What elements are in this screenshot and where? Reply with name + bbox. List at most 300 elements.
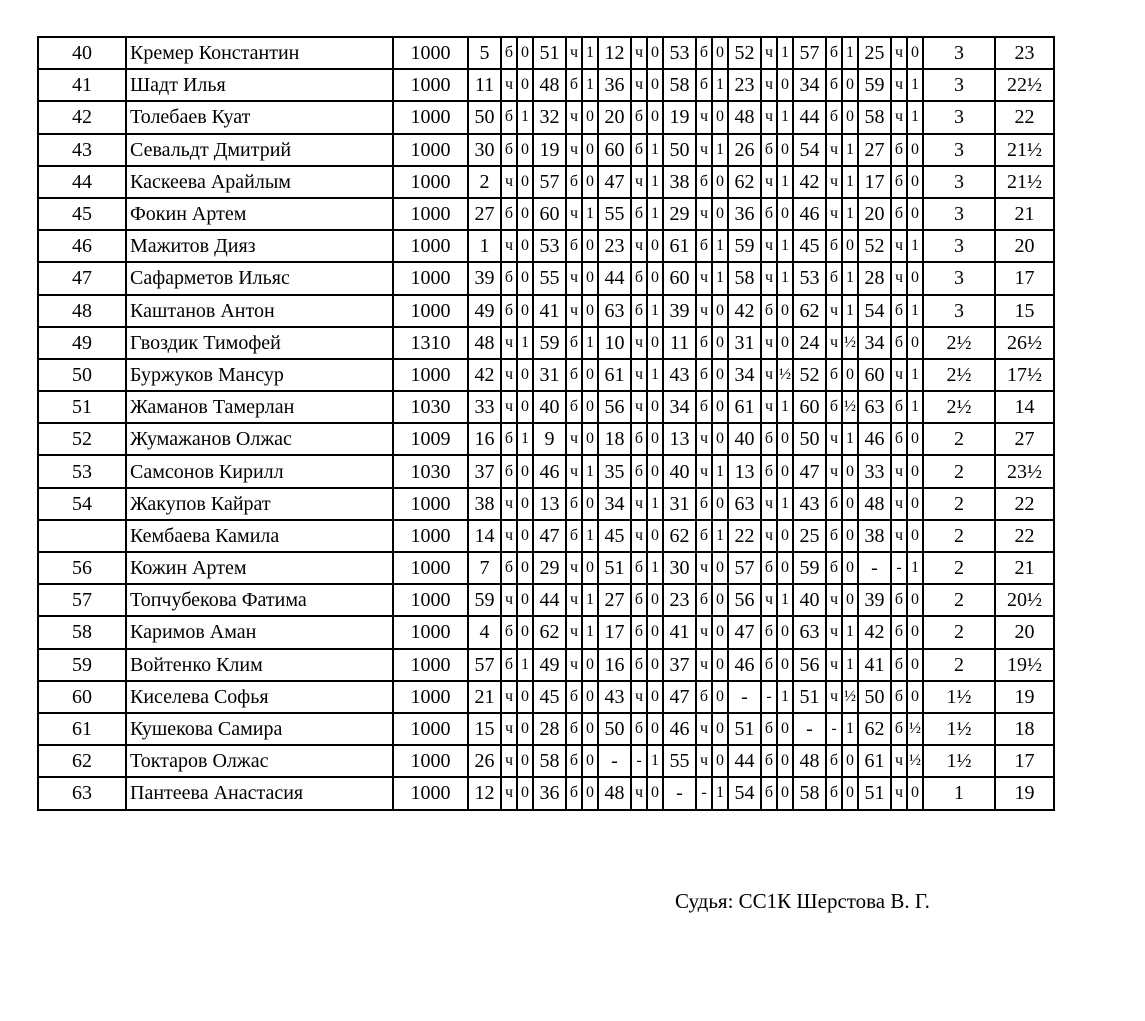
round-color-cell: б xyxy=(696,681,712,713)
rating-cell: 1000 xyxy=(393,649,468,681)
round-opponent-cell: 47 xyxy=(663,681,696,713)
round-color-cell: б xyxy=(826,520,842,552)
round-color-cell: б xyxy=(566,520,582,552)
round-result-cell: 0 xyxy=(517,584,533,616)
round-result-cell: 1 xyxy=(582,37,598,69)
round-result-cell: 0 xyxy=(712,327,728,359)
round-opponent-cell: 48 xyxy=(468,327,501,359)
points-cell: 1½ xyxy=(923,681,995,713)
tiebreak-cell: 20 xyxy=(995,230,1054,262)
tiebreak-cell: 21½ xyxy=(995,134,1054,166)
player-name-cell: Самсонов Кирилл xyxy=(126,455,393,487)
round-opponent-cell: 42 xyxy=(728,295,761,327)
round-result-cell: 1 xyxy=(777,166,793,198)
round-result-cell: 0 xyxy=(582,488,598,520)
round-result-cell: 0 xyxy=(712,649,728,681)
round-opponent-cell: 59 xyxy=(858,69,891,101)
round-opponent-cell: 40 xyxy=(663,455,696,487)
round-color-cell: б xyxy=(566,745,582,777)
round-color-cell: б xyxy=(631,423,647,455)
place-cell: 50 xyxy=(38,359,126,391)
round-color-cell: ч xyxy=(826,616,842,648)
round-color-cell: ч xyxy=(826,455,842,487)
round-result-cell: 0 xyxy=(907,488,923,520)
round-color-cell: ч xyxy=(761,359,777,391)
round-opponent-cell: 16 xyxy=(598,649,631,681)
round-color-cell: ч xyxy=(761,327,777,359)
round-color-cell: ч xyxy=(761,520,777,552)
round-result-cell: ½ xyxy=(907,745,923,777)
round-opponent-cell: 60 xyxy=(533,198,566,230)
round-result-cell: 1 xyxy=(777,681,793,713)
round-result-cell: 0 xyxy=(582,745,598,777)
round-result-cell: 0 xyxy=(777,649,793,681)
round-result-cell: 0 xyxy=(712,423,728,455)
points-cell: 3 xyxy=(923,69,995,101)
round-result-cell: 0 xyxy=(647,391,663,423)
round-result-cell: ½ xyxy=(907,713,923,745)
round-color-cell: ч xyxy=(696,134,712,166)
round-result-cell: 0 xyxy=(777,455,793,487)
round-opponent-cell: 4 xyxy=(468,616,501,648)
round-result-cell: 0 xyxy=(582,681,598,713)
table-row xyxy=(38,423,1054,455)
player-name-cell: Севальдт Дмитрий xyxy=(126,134,393,166)
round-color-cell: б xyxy=(501,134,517,166)
round-opponent-cell: 49 xyxy=(533,649,566,681)
round-color-cell: ч xyxy=(501,681,517,713)
round-result-cell: 0 xyxy=(517,777,533,809)
round-result-cell: 1 xyxy=(842,262,858,294)
round-result-cell: 1 xyxy=(777,230,793,262)
round-color-cell: ч xyxy=(631,166,647,198)
round-result-cell: 0 xyxy=(712,37,728,69)
round-result-cell: 1 xyxy=(777,37,793,69)
round-result-cell: 0 xyxy=(582,359,598,391)
round-opponent-cell: 36 xyxy=(598,69,631,101)
player-name-cell: Сафарметов Ильяс xyxy=(126,262,393,294)
round-color-cell: б xyxy=(631,584,647,616)
table-row xyxy=(38,134,1054,166)
place-cell: 57 xyxy=(38,584,126,616)
points-cell: 3 xyxy=(923,166,995,198)
round-color-cell: ч xyxy=(826,198,842,230)
round-opponent-cell: 52 xyxy=(728,37,761,69)
round-result-cell: 0 xyxy=(647,681,663,713)
round-result-cell: 0 xyxy=(582,101,598,133)
round-opponent-cell: 46 xyxy=(793,198,826,230)
round-result-cell: 1 xyxy=(842,649,858,681)
round-result-cell: 1 xyxy=(647,295,663,327)
round-color-cell: б xyxy=(631,713,647,745)
round-opponent-cell: 51 xyxy=(858,777,891,809)
round-opponent-cell: 14 xyxy=(468,520,501,552)
round-color-cell: ч xyxy=(891,455,907,487)
round-opponent-cell: 61 xyxy=(858,745,891,777)
round-result-cell: ½ xyxy=(842,681,858,713)
round-color-cell: ч xyxy=(631,359,647,391)
round-color-cell: ч xyxy=(631,37,647,69)
round-color-cell: б xyxy=(761,455,777,487)
round-opponent-cell: 38 xyxy=(858,520,891,552)
round-color-cell: б xyxy=(826,552,842,584)
round-result-cell: 0 xyxy=(907,423,923,455)
round-result-cell: 0 xyxy=(842,230,858,262)
points-cell: 2 xyxy=(923,584,995,616)
round-result-cell: 0 xyxy=(517,198,533,230)
round-color-cell: б xyxy=(631,101,647,133)
table-row xyxy=(38,69,1054,101)
round-result-cell: 0 xyxy=(907,455,923,487)
round-color-cell: ч xyxy=(696,552,712,584)
round-opponent-cell: - xyxy=(793,713,826,745)
round-result-cell: 0 xyxy=(712,745,728,777)
round-result-cell: 0 xyxy=(647,584,663,616)
round-color-cell: б xyxy=(761,423,777,455)
round-result-cell: 1 xyxy=(712,520,728,552)
player-name-cell: Буржуков Мансур xyxy=(126,359,393,391)
round-color-cell: ч xyxy=(826,423,842,455)
round-opponent-cell: 12 xyxy=(598,37,631,69)
round-opponent-cell: 17 xyxy=(858,166,891,198)
round-opponent-cell: 41 xyxy=(858,649,891,681)
round-color-cell: б xyxy=(761,552,777,584)
round-opponent-cell: 59 xyxy=(793,552,826,584)
round-result-cell: 0 xyxy=(907,584,923,616)
round-opponent-cell: 31 xyxy=(663,488,696,520)
round-opponent-cell: 50 xyxy=(663,134,696,166)
round-opponent-cell: 50 xyxy=(793,423,826,455)
round-opponent-cell: 58 xyxy=(793,777,826,809)
round-result-cell: 1 xyxy=(582,520,598,552)
points-cell: 2½ xyxy=(923,359,995,391)
rating-cell: 1000 xyxy=(393,101,468,133)
round-result-cell: 1 xyxy=(647,552,663,584)
round-color-cell: - xyxy=(696,777,712,809)
round-opponent-cell: 44 xyxy=(598,262,631,294)
round-color-cell: ч xyxy=(566,295,582,327)
round-result-cell: 0 xyxy=(907,198,923,230)
rating-cell: 1000 xyxy=(393,552,468,584)
round-result-cell: 0 xyxy=(842,455,858,487)
round-result-cell: 0 xyxy=(842,488,858,520)
round-result-cell: 1 xyxy=(582,69,598,101)
table-row xyxy=(38,37,1054,69)
round-result-cell: 0 xyxy=(647,262,663,294)
round-opponent-cell: 43 xyxy=(598,681,631,713)
round-opponent-cell: 50 xyxy=(468,101,501,133)
round-opponent-cell: 49 xyxy=(468,295,501,327)
player-name-cell: Каскеева Арайлым xyxy=(126,166,393,198)
player-name-cell: Топчубекова Фатима xyxy=(126,584,393,616)
player-name-cell: Фокин Артем xyxy=(126,198,393,230)
round-opponent-cell: 48 xyxy=(728,101,761,133)
round-opponent-cell: 62 xyxy=(728,166,761,198)
round-result-cell: 1 xyxy=(777,262,793,294)
round-opponent-cell: 9 xyxy=(533,423,566,455)
round-result-cell: 0 xyxy=(517,37,533,69)
round-color-cell: ч xyxy=(891,745,907,777)
round-opponent-cell: 22 xyxy=(728,520,761,552)
round-opponent-cell: 63 xyxy=(793,616,826,648)
round-result-cell: 1 xyxy=(842,198,858,230)
round-color-cell: б xyxy=(696,520,712,552)
place-cell: 47 xyxy=(38,262,126,294)
rating-cell: 1000 xyxy=(393,777,468,809)
round-color-cell: б xyxy=(566,166,582,198)
round-result-cell: 1 xyxy=(777,391,793,423)
round-opponent-cell: 60 xyxy=(598,134,631,166)
round-color-cell: ч xyxy=(566,134,582,166)
place-cell: 44 xyxy=(38,166,126,198)
round-opponent-cell: 58 xyxy=(858,101,891,133)
place-cell: 61 xyxy=(38,713,126,745)
round-result-cell: 0 xyxy=(647,777,663,809)
round-color-cell: ч xyxy=(501,230,517,262)
round-color-cell: ч xyxy=(761,391,777,423)
table-row xyxy=(38,359,1054,391)
round-opponent-cell: 46 xyxy=(533,455,566,487)
rating-cell: 1000 xyxy=(393,37,468,69)
player-name-cell: Каримов Аман xyxy=(126,616,393,648)
round-result-cell: 0 xyxy=(712,713,728,745)
round-result-cell: 0 xyxy=(647,649,663,681)
table-row xyxy=(38,616,1054,648)
rating-cell: 1000 xyxy=(393,230,468,262)
player-name-cell: Жаманов Тамерлан xyxy=(126,391,393,423)
round-color-cell: б xyxy=(566,777,582,809)
tiebreak-cell: 17½ xyxy=(995,359,1054,391)
round-color-cell: б xyxy=(891,327,907,359)
round-color-cell: б xyxy=(501,295,517,327)
round-result-cell: 0 xyxy=(517,616,533,648)
points-cell: 2 xyxy=(923,649,995,681)
round-result-cell: 0 xyxy=(517,69,533,101)
round-result-cell: 0 xyxy=(582,295,598,327)
round-color-cell: ч xyxy=(826,166,842,198)
round-result-cell: 0 xyxy=(517,391,533,423)
round-color-cell: б xyxy=(631,552,647,584)
tiebreak-cell: 22 xyxy=(995,488,1054,520)
round-color-cell: ч xyxy=(761,230,777,262)
round-opponent-cell: 63 xyxy=(598,295,631,327)
round-result-cell: 1 xyxy=(907,391,923,423)
round-color-cell: ч xyxy=(761,262,777,294)
tiebreak-cell: 17 xyxy=(995,262,1054,294)
round-opponent-cell: 47 xyxy=(793,455,826,487)
round-color-cell: б xyxy=(631,455,647,487)
round-color-cell: ч xyxy=(891,230,907,262)
round-opponent-cell: 55 xyxy=(598,198,631,230)
round-result-cell: 1 xyxy=(712,230,728,262)
points-cell: 2 xyxy=(923,520,995,552)
round-opponent-cell: 54 xyxy=(728,777,761,809)
round-color-cell: б xyxy=(696,359,712,391)
round-color-cell: ч xyxy=(761,166,777,198)
player-name-cell: Мажитов Дияз xyxy=(126,230,393,262)
round-color-cell: ч xyxy=(891,262,907,294)
place-cell: 62 xyxy=(38,745,126,777)
round-color-cell: ч xyxy=(501,520,517,552)
round-opponent-cell: 40 xyxy=(533,391,566,423)
round-opponent-cell: 27 xyxy=(598,584,631,616)
round-opponent-cell: 62 xyxy=(663,520,696,552)
round-color-cell: - xyxy=(891,552,907,584)
round-color-cell: ч xyxy=(631,488,647,520)
round-opponent-cell: 27 xyxy=(858,134,891,166)
round-opponent-cell: 24 xyxy=(793,327,826,359)
round-opponent-cell: 42 xyxy=(858,616,891,648)
round-color-cell: б xyxy=(891,295,907,327)
tiebreak-cell: 21½ xyxy=(995,166,1054,198)
round-opponent-cell: 13 xyxy=(728,455,761,487)
round-color-cell: б xyxy=(696,584,712,616)
round-color-cell: ч xyxy=(696,198,712,230)
round-color-cell: ч xyxy=(761,101,777,133)
round-opponent-cell: 28 xyxy=(858,262,891,294)
place-cell: 46 xyxy=(38,230,126,262)
table-row xyxy=(38,745,1054,777)
round-opponent-cell: 5 xyxy=(468,37,501,69)
round-result-cell: 1 xyxy=(647,745,663,777)
round-opponent-cell: 13 xyxy=(533,488,566,520)
round-color-cell: ч xyxy=(891,777,907,809)
tiebreak-cell: 23½ xyxy=(995,455,1054,487)
tiebreak-cell: 14 xyxy=(995,391,1054,423)
round-color-cell: б xyxy=(826,391,842,423)
round-result-cell: 1 xyxy=(842,423,858,455)
round-result-cell: 1 xyxy=(647,198,663,230)
player-name-cell: Кожин Артем xyxy=(126,552,393,584)
round-result-cell: 0 xyxy=(517,359,533,391)
round-color-cell: б xyxy=(696,37,712,69)
results-table xyxy=(37,36,1055,811)
round-result-cell: 1 xyxy=(842,616,858,648)
round-opponent-cell: 50 xyxy=(858,681,891,713)
round-result-cell: 0 xyxy=(517,134,533,166)
round-color-cell: б xyxy=(761,713,777,745)
round-opponent-cell: 45 xyxy=(598,520,631,552)
rating-cell: 1000 xyxy=(393,69,468,101)
round-opponent-cell: 41 xyxy=(533,295,566,327)
round-opponent-cell: 20 xyxy=(858,198,891,230)
round-color-cell: ч xyxy=(826,134,842,166)
round-color-cell: - xyxy=(631,745,647,777)
round-result-cell: 0 xyxy=(842,520,858,552)
rating-cell: 1000 xyxy=(393,713,468,745)
round-color-cell: б xyxy=(501,423,517,455)
round-result-cell: 0 xyxy=(712,584,728,616)
rating-cell: 1009 xyxy=(393,423,468,455)
table-row xyxy=(38,295,1054,327)
round-opponent-cell: 23 xyxy=(598,230,631,262)
rating-cell: 1000 xyxy=(393,520,468,552)
round-color-cell: ч xyxy=(501,327,517,359)
round-result-cell: 0 xyxy=(907,777,923,809)
round-opponent-cell: 51 xyxy=(533,37,566,69)
round-result-cell: 1 xyxy=(517,327,533,359)
round-color-cell: ч xyxy=(696,455,712,487)
player-name-cell: Кремер Константин xyxy=(126,37,393,69)
place-cell: 42 xyxy=(38,101,126,133)
round-result-cell: 0 xyxy=(582,166,598,198)
round-color-cell: ч xyxy=(891,359,907,391)
round-result-cell: 1 xyxy=(907,101,923,133)
round-result-cell: 0 xyxy=(777,713,793,745)
round-color-cell: б xyxy=(696,69,712,101)
round-color-cell: б xyxy=(826,101,842,133)
round-color-cell: б xyxy=(501,552,517,584)
round-color-cell: ч xyxy=(631,520,647,552)
round-result-cell: 0 xyxy=(517,488,533,520)
rating-cell: 1000 xyxy=(393,584,468,616)
round-result-cell: 1 xyxy=(712,455,728,487)
round-opponent-cell: 57 xyxy=(793,37,826,69)
round-result-cell: 1 xyxy=(647,134,663,166)
round-color-cell: ч xyxy=(566,455,582,487)
round-opponent-cell: 52 xyxy=(858,230,891,262)
round-color-cell: ч xyxy=(761,584,777,616)
player-name-cell: Киселева Софья xyxy=(126,681,393,713)
round-color-cell: б xyxy=(826,745,842,777)
round-opponent-cell: 44 xyxy=(793,101,826,133)
round-opponent-cell: 34 xyxy=(858,327,891,359)
points-cell: 3 xyxy=(923,230,995,262)
round-result-cell: 0 xyxy=(842,552,858,584)
round-result-cell: 0 xyxy=(842,777,858,809)
round-color-cell: ч xyxy=(566,37,582,69)
round-result-cell: 0 xyxy=(712,488,728,520)
round-color-cell: ч xyxy=(501,69,517,101)
round-opponent-cell: 26 xyxy=(728,134,761,166)
round-opponent-cell: 25 xyxy=(793,520,826,552)
rating-cell: 1000 xyxy=(393,166,468,198)
round-opponent-cell: 39 xyxy=(468,262,501,294)
round-result-cell: 1 xyxy=(842,713,858,745)
tiebreak-cell: 22 xyxy=(995,520,1054,552)
round-opponent-cell: 17 xyxy=(598,616,631,648)
round-color-cell: ч xyxy=(891,520,907,552)
round-result-cell: 0 xyxy=(907,37,923,69)
round-color-cell: б xyxy=(891,391,907,423)
round-opponent-cell: 41 xyxy=(663,616,696,648)
round-result-cell: 0 xyxy=(777,552,793,584)
round-result-cell: 1 xyxy=(907,230,923,262)
round-opponent-cell: 39 xyxy=(663,295,696,327)
round-result-cell: 0 xyxy=(712,359,728,391)
round-opponent-cell: 27 xyxy=(468,198,501,230)
round-color-cell: б xyxy=(826,262,842,294)
round-result-cell: 0 xyxy=(647,327,663,359)
round-opponent-cell: 61 xyxy=(598,359,631,391)
round-result-cell: 0 xyxy=(777,423,793,455)
round-result-cell: 1 xyxy=(842,37,858,69)
points-cell: 3 xyxy=(923,134,995,166)
table-row xyxy=(38,327,1054,359)
round-opponent-cell: 33 xyxy=(858,455,891,487)
round-opponent-cell: 51 xyxy=(793,681,826,713)
round-color-cell: ч xyxy=(566,101,582,133)
points-cell: 3 xyxy=(923,295,995,327)
round-result-cell: 1 xyxy=(647,166,663,198)
table-row xyxy=(38,520,1054,552)
round-color-cell: б xyxy=(566,359,582,391)
round-result-cell: 1 xyxy=(582,616,598,648)
round-opponent-cell: 55 xyxy=(533,262,566,294)
round-color-cell: б xyxy=(631,295,647,327)
points-cell: 3 xyxy=(923,198,995,230)
round-color-cell: б xyxy=(566,230,582,262)
